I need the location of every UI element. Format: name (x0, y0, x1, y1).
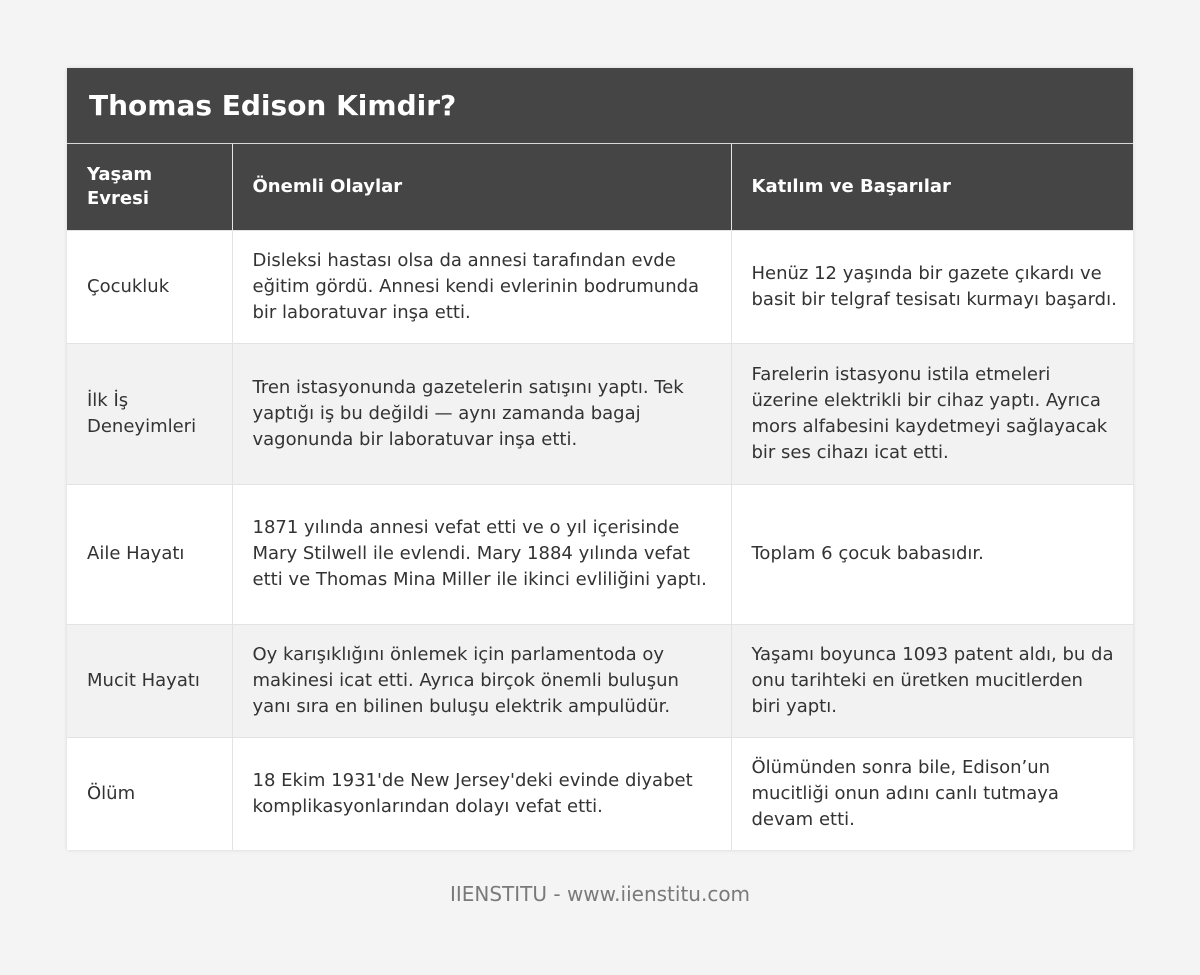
cell-stage: Mucit Hayatı (67, 624, 232, 737)
cell-events: 18 Ekim 1931'de New Jersey'deki evinde diyabet komplikasyonlarından dolayı vefat etti. (232, 737, 731, 850)
cell-achievements: Ölümünden sonra bile, Edison’un mucitliği onun adını canlı tutmaya devam etti. (731, 737, 1133, 850)
column-header-stage: Yaşam Evresi (67, 144, 232, 230)
column-header-events: Önemli Olaylar (232, 144, 731, 230)
table-header-row (67, 144, 1133, 230)
footer-credit: IIENSTITU - www.iienstitu.com (449, 882, 751, 906)
cell-stage: Ölüm (67, 737, 232, 850)
info-table-card (67, 68, 1133, 850)
table-row (67, 343, 1133, 484)
cell-events: Tren istasyonunda gazetelerin satışını yaptı. Tek yaptığı iş bu değildi — aynı zamanda bagaj vagonunda bir laboratuvar inşa etti. (232, 343, 731, 484)
cell-stage: İlk İş Deneyimleri (67, 343, 232, 484)
table-row (67, 484, 1133, 624)
table-row (67, 737, 1133, 850)
cell-stage: Aile Hayatı (67, 484, 232, 624)
table-row (67, 624, 1133, 737)
cell-achievements: Farelerin istasyonu istila etmeleri üzerine elektrikli bir cihaz yaptı. Ayrıca mors alfabesini kaydetmeyi sağlayacak bir ses cihazı icat etti. (731, 343, 1133, 484)
cell-achievements: Toplam 6 çocuk babasıdır. (731, 484, 1133, 624)
info-table (67, 144, 1133, 850)
cell-events: 1871 yılında annesi vefat etti ve o yıl içerisinde Mary Stilwell ile evlendi. Mary 1884 yılında vefat etti ve Thomas Mina Miller ile ikinci evliliğini yaptı. (232, 484, 731, 624)
column-header-achievements: Katılım ve Başarılar (731, 144, 1133, 230)
cell-achievements: Henüz 12 yaşında bir gazete çıkardı ve basit bir telgraf tesisatı kurmayı başardı. (731, 230, 1133, 343)
cell-stage: Çocukluk (67, 230, 232, 343)
table-row (67, 230, 1133, 343)
cell-events: Oy karışıklığını önlemek için parlamentoda oy makinesi icat etti. Ayrıca birçok önemli buluşun yanı sıra en bilinen buluşu elektrik ampulüdür. (232, 624, 731, 737)
table-title: Thomas Edison Kimdir? (67, 68, 1133, 144)
cell-events: Disleksi hastası olsa da annesi tarafından evde eğitim gördü. Annesi kendi evlerinin bodrumunda bir laboratuvar inşa etti. (232, 230, 731, 343)
cell-achievements: Yaşamı boyunca 1093 patent aldı, bu da onu tarihteki en üretken mucitlerden biri yaptı. (731, 624, 1133, 737)
